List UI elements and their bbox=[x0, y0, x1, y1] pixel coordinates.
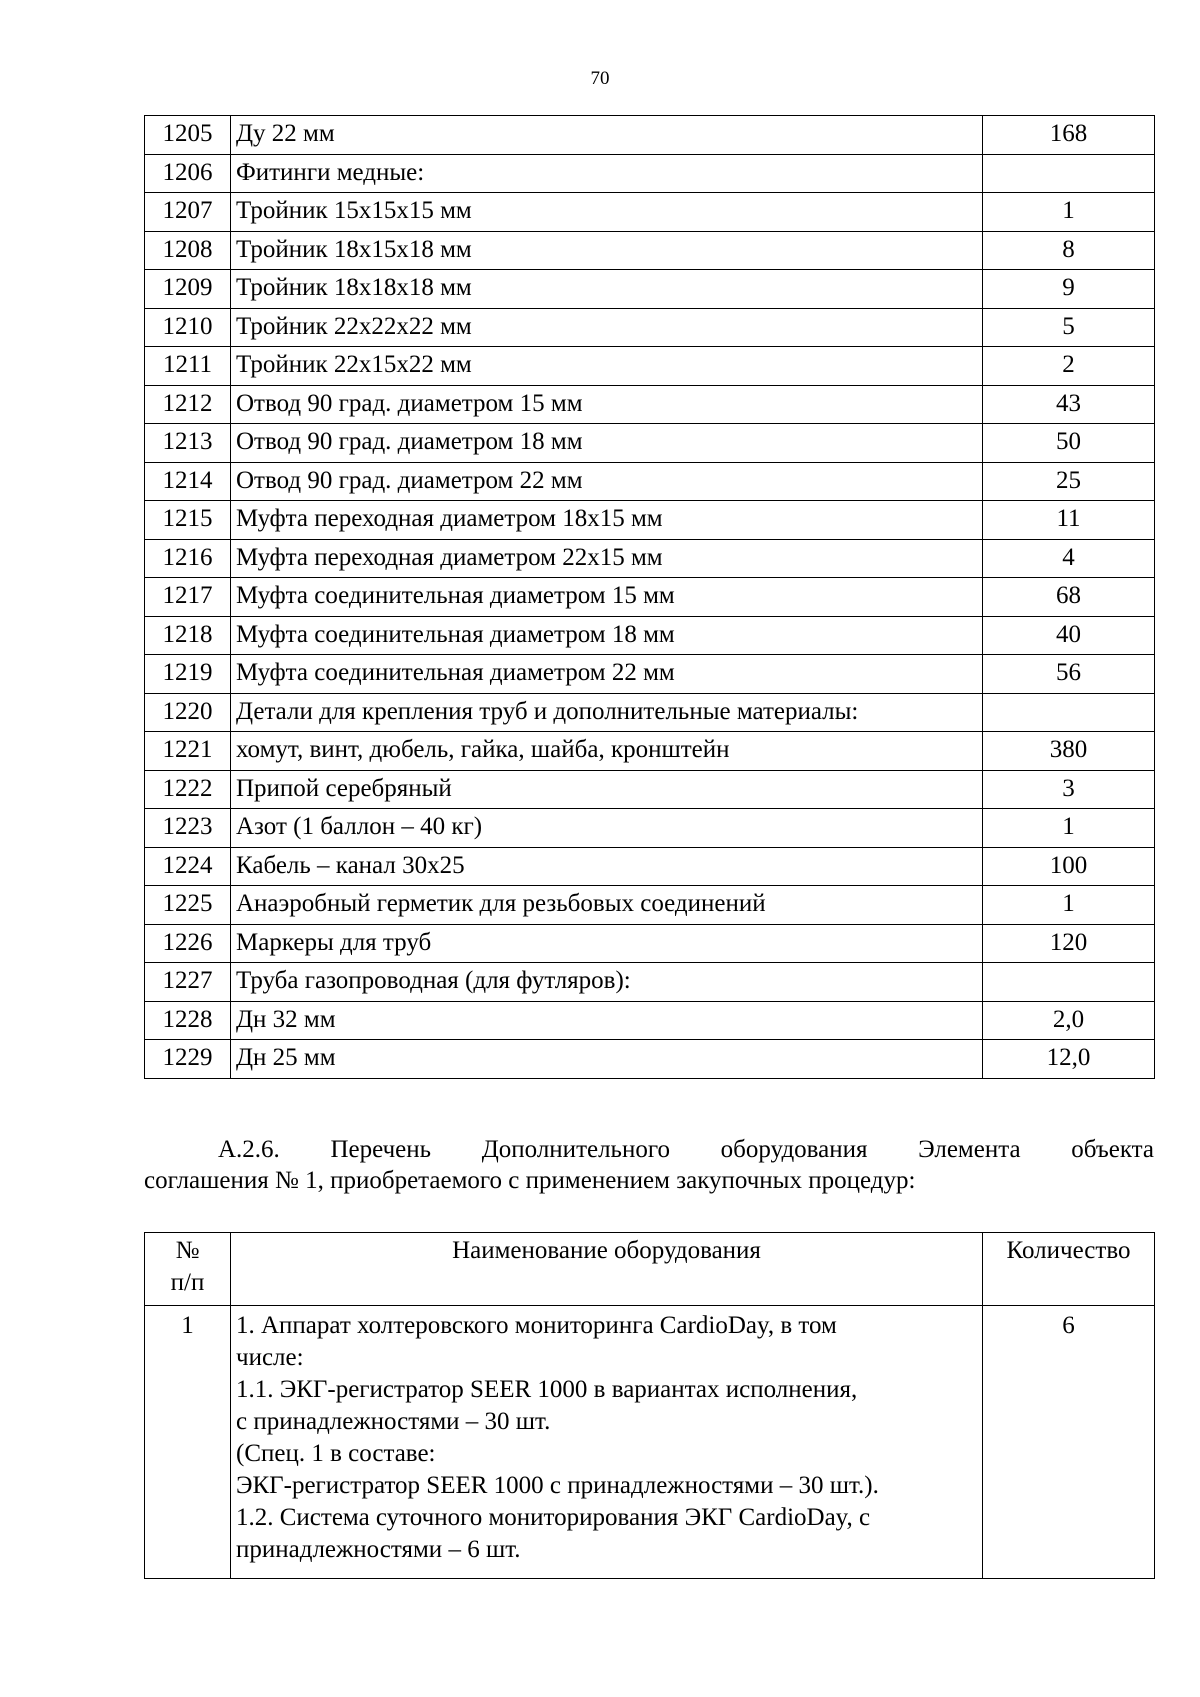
row-num-cell: 1216 bbox=[145, 539, 231, 578]
row-qty-cell: 2 bbox=[983, 347, 1155, 386]
row-qty-cell: 5 bbox=[983, 308, 1155, 347]
row-qty-cell: 43 bbox=[983, 385, 1155, 424]
equipment-table bbox=[144, 1232, 1155, 1579]
equipment-num-cell: 1 bbox=[145, 1306, 231, 1579]
section-paragraph bbox=[144, 1134, 1154, 1196]
table-row bbox=[145, 270, 1155, 309]
row-name-cell: Азот (1 баллон – 40 кг) bbox=[231, 809, 983, 848]
row-name-cell: Детали для крепления труб и дополнительные материалы: bbox=[231, 693, 983, 732]
row-num-cell: 1229 bbox=[145, 1040, 231, 1079]
row-num-cell: 1224 bbox=[145, 847, 231, 886]
paragraph-line-1: А.2.6. Перечень Дополнительного оборудования Элемента объекта bbox=[218, 1136, 1154, 1163]
row-name-cell: Анаэробный герметик для резьбовых соединений bbox=[231, 886, 983, 925]
row-qty-cell: 168 bbox=[983, 116, 1155, 155]
equipment-desc-line: принадлежностями – 6 шт. bbox=[236, 1536, 521, 1563]
row-num-cell: 1219 bbox=[145, 655, 231, 694]
table-row bbox=[145, 655, 1155, 694]
equipment-header-row bbox=[145, 1233, 1155, 1306]
row-qty-cell: 50 bbox=[983, 424, 1155, 463]
header-qty-cell: Количество bbox=[983, 1233, 1155, 1306]
equipment-desc-line: 1.2. Система суточного мониторирования ЭКГ CardioDay, с bbox=[236, 1504, 871, 1531]
row-num-cell: 1214 bbox=[145, 462, 231, 501]
row-qty-cell: 68 bbox=[983, 578, 1155, 617]
row-qty-cell bbox=[983, 963, 1155, 1002]
row-qty-cell: 4 bbox=[983, 539, 1155, 578]
row-qty-cell: 380 bbox=[983, 732, 1155, 771]
row-qty-cell: 3 bbox=[983, 770, 1155, 809]
row-name-cell: Маркеры для труб bbox=[231, 924, 983, 963]
row-name-cell: Тройник 18х18х18 мм bbox=[231, 270, 983, 309]
row-name-cell: Припой серебряный bbox=[231, 770, 983, 809]
row-qty-cell: 12,0 bbox=[983, 1040, 1155, 1079]
table-row bbox=[145, 347, 1155, 386]
row-num-cell: 1223 bbox=[145, 809, 231, 848]
header-num-cell bbox=[145, 1233, 231, 1306]
row-name-cell: Муфта соединительная диаметром 22 мм bbox=[231, 655, 983, 694]
table-row bbox=[145, 462, 1155, 501]
equipment-row bbox=[145, 1306, 1155, 1579]
equipment-desc-line: 1. Аппарат холтеровского мониторинга CardioDay, в том bbox=[236, 1312, 837, 1339]
row-num-cell: 1207 bbox=[145, 193, 231, 232]
equipment-desc-cell bbox=[231, 1306, 983, 1579]
row-name-cell: Кабель – канал 30х25 bbox=[231, 847, 983, 886]
row-qty-cell bbox=[983, 154, 1155, 193]
row-num-cell: 1226 bbox=[145, 924, 231, 963]
header-name-cell: Наименование оборудования bbox=[231, 1233, 983, 1306]
row-name-cell: Дн 32 мм bbox=[231, 1001, 983, 1040]
equipment-desc-line: ЭКГ-регистратор SEER 1000 с принадлежностями – 30 шт.). bbox=[236, 1472, 879, 1499]
row-num-cell: 1211 bbox=[145, 347, 231, 386]
row-qty-cell: 9 bbox=[983, 270, 1155, 309]
table-row bbox=[145, 1040, 1155, 1079]
row-name-cell: Труба газопроводная (для футляров): bbox=[231, 963, 983, 1002]
equipment-desc-line: (Спец. 1 в составе: bbox=[236, 1440, 436, 1467]
table-row bbox=[145, 809, 1155, 848]
row-qty-cell: 40 bbox=[983, 616, 1155, 655]
row-num-cell: 1220 bbox=[145, 693, 231, 732]
row-num-cell: 1206 bbox=[145, 154, 231, 193]
table-row bbox=[145, 616, 1155, 655]
table-row bbox=[145, 501, 1155, 540]
row-num-cell: 1212 bbox=[145, 385, 231, 424]
row-name-cell: Отвод 90 град. диаметром 22 мм bbox=[231, 462, 983, 501]
row-name-cell: Муфта соединительная диаметром 15 мм bbox=[231, 578, 983, 617]
table-row bbox=[145, 424, 1155, 463]
page-number: 70 bbox=[590, 68, 610, 89]
equipment-desc-line: с принадлежностями – 30 шт. bbox=[236, 1408, 551, 1435]
table-row bbox=[145, 385, 1155, 424]
row-qty-cell: 25 bbox=[983, 462, 1155, 501]
row-qty-cell: 100 bbox=[983, 847, 1155, 886]
row-qty-cell: 1 bbox=[983, 193, 1155, 232]
table-row bbox=[145, 770, 1155, 809]
row-name-cell: Ду 22 мм bbox=[231, 116, 983, 155]
row-qty-cell: 56 bbox=[983, 655, 1155, 694]
table-row bbox=[145, 693, 1155, 732]
table-row bbox=[145, 116, 1155, 155]
table-row bbox=[145, 578, 1155, 617]
row-name-cell: Дн 25 мм bbox=[231, 1040, 983, 1079]
row-name-cell: Тройник 22х22х22 мм bbox=[231, 308, 983, 347]
row-name-cell: Отвод 90 град. диаметром 18 мм bbox=[231, 424, 983, 463]
row-num-cell: 1218 bbox=[145, 616, 231, 655]
row-name-cell: Муфта переходная диаметром 22х15 мм bbox=[231, 539, 983, 578]
table-row bbox=[145, 1001, 1155, 1040]
table-row bbox=[145, 231, 1155, 270]
table-row bbox=[145, 193, 1155, 232]
row-name-cell: Фитинги медные: bbox=[231, 154, 983, 193]
row-num-cell: 1228 bbox=[145, 1001, 231, 1040]
table-row bbox=[145, 963, 1155, 1002]
row-name-cell: Тройник 15х15х15 мм bbox=[231, 193, 983, 232]
row-num-cell: 1222 bbox=[145, 770, 231, 809]
row-qty-cell: 11 bbox=[983, 501, 1155, 540]
row-name-cell: Тройник 18х15х18 мм bbox=[231, 231, 983, 270]
header-num-symbol: № bbox=[175, 1237, 200, 1264]
row-num-cell: 1208 bbox=[145, 231, 231, 270]
row-name-cell: Муфта соединительная диаметром 18 мм bbox=[231, 616, 983, 655]
equipment-desc-line: числе: bbox=[236, 1344, 304, 1371]
row-qty-cell: 120 bbox=[983, 924, 1155, 963]
table-row bbox=[145, 308, 1155, 347]
table-row bbox=[145, 886, 1155, 925]
table-row bbox=[145, 847, 1155, 886]
row-num-cell: 1215 bbox=[145, 501, 231, 540]
row-num-cell: 1210 bbox=[145, 308, 231, 347]
row-num-cell: 1217 bbox=[145, 578, 231, 617]
table-row bbox=[145, 924, 1155, 963]
row-name-cell: Муфта переходная диаметром 18х15 мм bbox=[231, 501, 983, 540]
row-qty-cell: 2,0 bbox=[983, 1001, 1155, 1040]
materials-table bbox=[144, 115, 1155, 1079]
table-row bbox=[145, 539, 1155, 578]
table-row bbox=[145, 732, 1155, 771]
row-qty-cell: 1 bbox=[983, 886, 1155, 925]
row-qty-cell: 8 bbox=[983, 231, 1155, 270]
equipment-desc-line: 1.1. ЭКГ-регистратор SEER 1000 в вариантах исполнения, bbox=[236, 1376, 858, 1403]
row-num-cell: 1221 bbox=[145, 732, 231, 771]
table-row bbox=[145, 154, 1155, 193]
row-num-cell: 1227 bbox=[145, 963, 231, 1002]
header-num-abbrev: п/п bbox=[170, 1269, 205, 1296]
row-name-cell: Отвод 90 град. диаметром 15 мм bbox=[231, 385, 983, 424]
row-num-cell: 1213 bbox=[145, 424, 231, 463]
row-qty-cell bbox=[983, 693, 1155, 732]
row-num-cell: 1225 bbox=[145, 886, 231, 925]
row-num-cell: 1209 bbox=[145, 270, 231, 309]
paragraph-line-2: соглашения № 1, приобретаемого с применением закупочных процедур: bbox=[144, 1167, 916, 1194]
row-name-cell: хомут, винт, дюбель, гайка, шайба, кронштейн bbox=[231, 732, 983, 771]
row-qty-cell: 1 bbox=[983, 809, 1155, 848]
equipment-qty-cell: 6 bbox=[983, 1306, 1155, 1579]
row-num-cell: 1205 bbox=[145, 116, 231, 155]
row-name-cell: Тройник 22х15х22 мм bbox=[231, 347, 983, 386]
